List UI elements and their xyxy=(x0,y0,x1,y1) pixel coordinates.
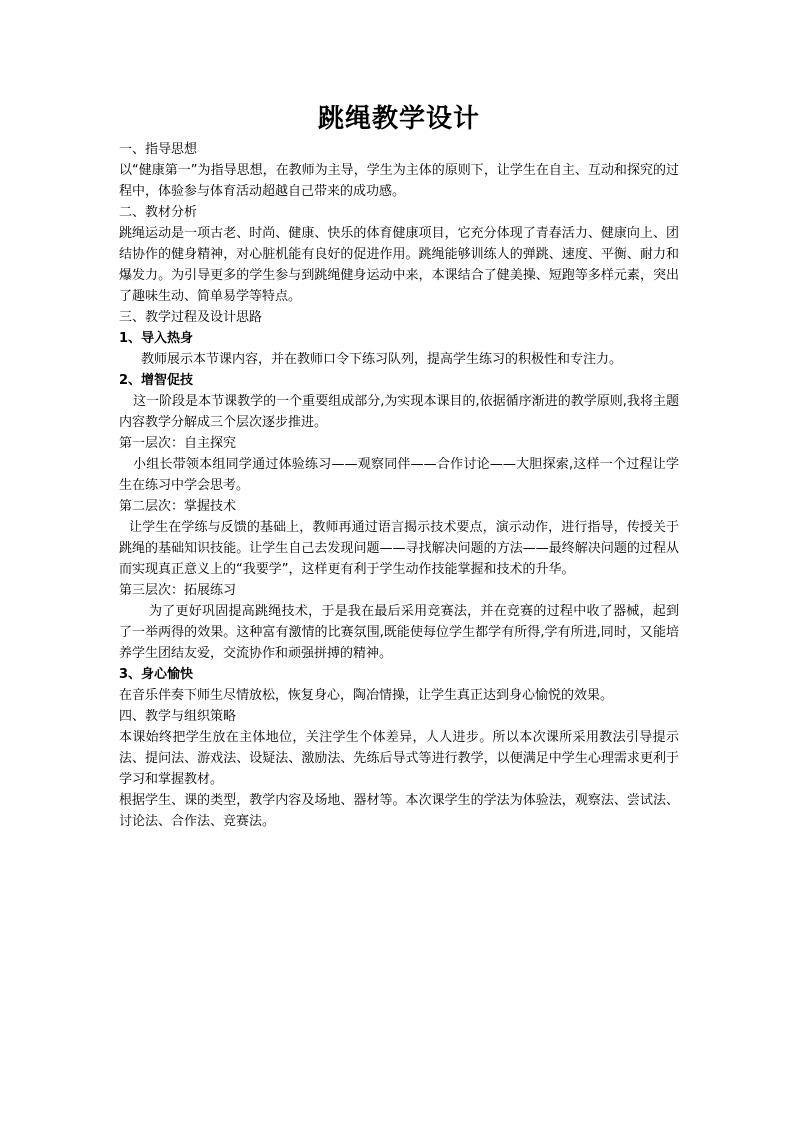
section-heading-strategy: 四、教学与组织策略 xyxy=(119,709,237,724)
level-heading-extended-practice: 第三层次：拓展练习 xyxy=(119,583,237,598)
subheading-warmup: 1、导入热身 xyxy=(119,331,194,346)
subheading-relaxation: 3、身心愉快 xyxy=(119,667,194,682)
paragraph-self-exploration: 小组长带领本组同学通过体验练习——观察同伴——合作讨论——大胆探索,这样一个过程让学生在练习中学会思考。 xyxy=(119,457,679,493)
level-heading-self-exploration: 第一层次：自主探究 xyxy=(119,436,237,451)
section-heading-guiding-ideology: 一、指导思想 xyxy=(119,142,198,157)
section-heading-material-analysis: 二、教材分析 xyxy=(119,205,198,220)
subheading-skill-building: 2、增智促技 xyxy=(119,373,194,388)
document-title: 跳绳教学设计 xyxy=(317,104,480,134)
paragraph-relaxation: 在音乐伴奏下师生尽情放松，恢复身心，陶冶情操，让学生真正达到身心愉悦的效果。 xyxy=(119,688,614,703)
paragraph-guiding-ideology: 以“健康第一”为指导思想，在教师为主导，学生为主体的原则下，让学生在自主、互动和探究的过程中，体验参与体育活动超越自己带来的成功感。 xyxy=(119,163,679,199)
paragraph-warmup: 教师展示本节课内容，并在教师口令下练习队列，提高学生练习的积极性和专注力。 xyxy=(141,352,623,367)
paragraph-material-analysis: 跳绳运动是一项古老、时尚、健康、快乐的体育健康项目，它充分体现了青春活力、健康向上、团结协作的健身精神，对心脏机能有良好的促进作用。跳绳能够训练人的弹跳、速度、平衡、耐力和爆发力。为引导更多的学生参与到跳绳健身运动中来，本课结合了健美操、短跑等多样元素，突出了趣味生动、简单易学等特点。 xyxy=(119,226,679,304)
level-heading-master-technique: 第二层次：掌握技术 xyxy=(119,499,237,514)
paragraph-master-technique: 让学生在学练与反馈的基础上，教师再通过语言揭示技术要点，演示动作，进行指导，传授关于跳绳的基础知识技能。让学生自己去发现问题——寻找解决问题的方法——最终解决问题的过程从而实现真正意义上的“我要学”，这样更有利于学生动作技能掌握和技术的升华。 xyxy=(119,520,679,577)
paragraph-strategy-methods: 本课始终把学生放在主体地位，关注学生个体差异，人人进步。所以本次课所采用教法引导提示法、提问法、游戏法、设疑法、激励法、先练后导式等进行教学，以便满足中学生心理需求更利于学习和掌握教材。 xyxy=(119,730,679,787)
paragraph-skill-building: 这一阶段是本节课教学的一个重要组成部分,为实现本课目的,依据循序渐进的教学原则,我将主题内容教学分解成三个层次逐步推进。 xyxy=(119,394,679,430)
section-heading-teaching-process: 三、教学过程及设计思路 xyxy=(119,310,263,325)
document-body xyxy=(119,101,679,832)
paragraph-extended-practice: 为了更好巩固提高跳绳技术，于是我在最后采用竞赛法，并在竞赛的过程中收了器械，起到了一举两得的效果。这种富有激情的比赛氛围,既能使每位学生都学有所得,学有所进,同时，又能培养学生团结友爱，交流协作和顽强拼搏的精神。 xyxy=(119,604,679,661)
paragraph-strategy-learning: 根据学生、课的类型，教学内容及场地、器材等。本次课学生的学法为体验法，观察法、尝试法、讨论法、合作法、竞赛法。 xyxy=(119,793,679,829)
